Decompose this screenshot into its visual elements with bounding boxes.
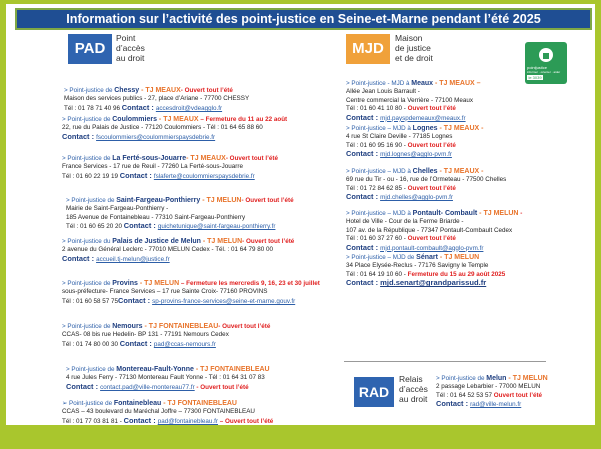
- entry-l2: [346, 176, 506, 184]
- entry-l3: [62, 417, 273, 425]
- rad-line1: Relais: [399, 374, 423, 384]
- email-link[interactable]: pad@ccas-nemours.fr: [153, 340, 216, 348]
- contact-label: Contact :: [66, 381, 101, 391]
- entry-tj: - TJ FONTAINEBLEAU: [142, 323, 219, 330]
- entry-status: – Ouvert tout l’été: [218, 417, 274, 425]
- entry-heading: [346, 125, 483, 133]
- entry-status: - Ouvert tout l’été: [241, 197, 294, 204]
- contact-label: Contact :: [62, 253, 97, 263]
- email-link[interactable]: fscoulommiers@coulommierspaysdebrie.fr: [96, 133, 216, 141]
- entry-name: Sénart: [416, 254, 438, 261]
- entry-prefix: > Point-justice de: [436, 375, 487, 382]
- entry-text: Tél : 01 77 03 81 81 -: [62, 417, 124, 425]
- pad-line3: au droit: [116, 53, 145, 63]
- entry-contact-line: [346, 279, 505, 288]
- entry-text: Mairie de Saint-Fargeau-Ponthierry -: [66, 205, 169, 213]
- pad-entry: [66, 197, 294, 232]
- entry-l3: [62, 340, 270, 349]
- mjd-line1: Maison: [395, 33, 423, 43]
- entry-prefix: > Point-justice – MJD à: [346, 125, 413, 132]
- entry-name: Chelles: [412, 168, 438, 175]
- entry-tj: - TJ MEAUX: [186, 155, 226, 162]
- entry-status: - Ouvert tout l’été: [180, 87, 233, 94]
- entry-l3: [346, 227, 522, 235]
- entry-contact-line: [66, 383, 270, 392]
- entry-text: Tél : 01 72 84 62 85 -: [346, 184, 408, 192]
- entry-status: – Fermeture du 11 au 22 août: [198, 116, 288, 123]
- entry-l3: [62, 297, 320, 306]
- contact-label: Contact :: [118, 295, 153, 305]
- entry-l3: [64, 104, 249, 113]
- entry-text: Tél : 01 60 22 19 19: [62, 172, 120, 180]
- entry-heading: [346, 254, 505, 262]
- entry-tj: - TJ FONTAINEBLEAU: [193, 366, 270, 373]
- entry-status: - Ouvert tout l’été: [242, 238, 295, 245]
- rad-logo-text: [399, 374, 428, 404]
- entry-l2: [62, 331, 270, 339]
- entry-l3: [66, 214, 294, 222]
- entry-name: Provins: [112, 280, 138, 287]
- entry-text: France Services - 17 rue de Reuil - 77260 La Ferté-sous-Jouarre: [62, 163, 243, 171]
- flyer-sheet: [6, 4, 595, 425]
- entry-status: Ouvert tout l’été: [407, 105, 456, 113]
- entry-heading: [62, 280, 320, 288]
- entry-heading: [62, 116, 287, 124]
- entry-contact-line: [346, 193, 506, 202]
- entry-tj: - TJ MELUN: [137, 280, 180, 287]
- entry-heading: [62, 238, 294, 246]
- entry-tj: - TJ FONTAINEBLEAU: [161, 400, 237, 407]
- mjd-logo: MJD: [346, 34, 390, 64]
- email-link[interactable]: mjd.pontault-combault@agglo-pvm.fr: [380, 244, 484, 252]
- entry-prefix: > Point-justice de: [64, 87, 115, 94]
- email-link[interactable]: contact.pad@ville-montereau77.fr: [100, 383, 195, 391]
- entry-l2: [346, 133, 483, 141]
- entry-l2: [346, 218, 522, 226]
- contact-label: Contact :: [121, 102, 156, 112]
- entry-prefix: > Point-justice - MJD à: [346, 80, 412, 87]
- pad-entry: [64, 87, 249, 113]
- divider: [344, 361, 546, 362]
- entry-tj: - TJ MEAUX –: [433, 80, 481, 87]
- entry-text: Tél : 01 60 37 27 60 -: [346, 235, 408, 243]
- entry-l2: [62, 246, 294, 254]
- entry-heading: [62, 323, 270, 331]
- entry-name: Melun: [486, 375, 507, 382]
- entry-prefix: > Point-justice de: [62, 116, 113, 123]
- contact-label: Contact :: [346, 192, 381, 202]
- entry-text: 4 rue St Claire Deville - 77185 Lognes: [346, 133, 453, 141]
- mjd-logo-text: [395, 33, 433, 63]
- entry-heading: [66, 366, 270, 374]
- entry-name: La Ferté-sous-Jouarre: [112, 155, 187, 162]
- entry-heading: [66, 197, 294, 205]
- entry-name: Montereau-Fault-Yonne: [116, 366, 194, 373]
- email-link[interactable]: mjd.chelles@agglo-pvm.fr: [380, 194, 453, 202]
- entry-name: Lognes: [412, 125, 438, 132]
- pad-logo: PAD: [68, 34, 112, 64]
- entry-text: Tél : 01 60 95 16 90 -: [346, 141, 408, 149]
- entry-text: Tél : 01 64 19 10 60 -: [346, 270, 408, 278]
- entry-text: sous-préfecture- France Services – 17 rue Sainte Croix- 77160 PROVINS: [62, 288, 268, 296]
- entry-tj: - TJ MELUN: [437, 254, 480, 261]
- entry-heading: [346, 210, 522, 218]
- entry-prefix: > Point-justice de: [66, 197, 117, 204]
- entry-l4: [66, 222, 294, 231]
- contact-label: Contact :: [62, 131, 97, 141]
- page-title: Information sur l’activité des point-justice en Seine-et-Marne pendant l’été 2025: [15, 8, 592, 30]
- entry-prefix: > Point-justice – MJD à: [346, 210, 413, 217]
- entry-text: 2 passage Lebarbier - 77000 MELUN: [436, 383, 541, 391]
- entry-heading: [64, 87, 249, 95]
- contact-label: Contact :: [123, 221, 158, 231]
- entry-prefix: > Point-justice du: [62, 238, 113, 245]
- pad-entry: [62, 323, 270, 349]
- mjd-entry: [346, 125, 483, 160]
- entry-l2: [436, 383, 548, 391]
- entry-text: Tél : 01 60 58 57 75: [62, 297, 119, 305]
- entry-name: Pontault- Combault: [412, 210, 478, 217]
- mjd-entry: [346, 254, 505, 289]
- pad-line2: d’accès: [116, 43, 145, 53]
- entry-text: 34 Place Elysée-Reclus - 77176 Savigny le Temple: [346, 262, 489, 270]
- entry-tj: - TJ MELUN: [477, 210, 519, 217]
- entry-contact-line: [436, 400, 548, 409]
- entry-text: Centre commercial la Verrière - 77100 Meaux: [346, 96, 474, 104]
- email-link[interactable]: rad@ville-melun.fr: [470, 401, 522, 409]
- entry-name: Fontainebleau: [113, 400, 162, 407]
- entry-name: Saint-Fargeau-Ponthierry: [116, 197, 201, 204]
- entry-prefix: > Point-justice de: [62, 280, 113, 287]
- entry-status: – Fermeture les mercredis 9, 16, 23 et 30 juillet: [179, 280, 320, 287]
- entry-text: 69 rue du Tir - ou - 16, rue de l’Ormeteau - 77500 Chelles: [346, 176, 507, 184]
- contact-label: Contact :: [346, 278, 381, 288]
- entry-tj: - TJ MEAUX -: [437, 168, 484, 175]
- entry-heading: [62, 155, 278, 163]
- rad-line3: au droit: [399, 394, 428, 404]
- entry-contact-line: [62, 255, 294, 264]
- email-link[interactable]: accueil.tj-melun@justice.fr: [96, 255, 170, 263]
- entry-l2: [62, 288, 320, 296]
- entry-text: Tél : 01 60 65 20 20: [66, 223, 124, 231]
- pad-entry: [62, 155, 278, 181]
- entry-prefix: > Point-justice de: [62, 155, 113, 162]
- email-link[interactable]: fslaferte@coulommierspaysdebrie.fr: [153, 172, 255, 180]
- entry-status: Fermeture du 15 au 29 août 2025: [407, 270, 506, 278]
- entry-status: - Ouvert tout l’été: [218, 323, 271, 330]
- entry-status: - Ouvert tout l’été: [194, 383, 249, 391]
- contact-label: Contact :: [119, 338, 154, 348]
- pad-logo-text: [116, 33, 145, 63]
- entry-status: Ouvert tout l’été: [407, 184, 456, 192]
- entry-l2: [66, 205, 294, 213]
- entry-contact-line: [62, 133, 287, 142]
- entry-text: 185 Avenue de Fontainebleau - 77310 Saint-Fargeau-Ponthierry: [66, 213, 246, 221]
- mjd-entry: [346, 80, 481, 123]
- entry-l2: [62, 408, 273, 416]
- entry-text: Tél : 01 78 71 40 96: [64, 104, 122, 112]
- entry-l2: [346, 262, 505, 270]
- entry-contact-line: [346, 150, 483, 159]
- mjd-entry: [346, 210, 522, 253]
- rad-logo: RAD: [354, 377, 394, 407]
- entry-l3: [346, 97, 481, 105]
- pad-line1: Point: [116, 33, 136, 43]
- entry-prefix: > Point-justice – MJD à: [346, 168, 413, 175]
- qr-line1: pointjustice: [527, 65, 548, 70]
- entry-tj: - TJ MELUN: [200, 197, 242, 204]
- email-link[interactable]: mjd.lognes@agglo-pvm.fr: [380, 151, 452, 159]
- entry-heading: [346, 80, 481, 88]
- entry-tj: - TJ MELUN: [200, 238, 243, 245]
- entry-status: -: [518, 210, 523, 217]
- email-link[interactable]: guichetunique@saint-fargeau-ponthierry.fr: [157, 223, 276, 231]
- entry-text: 2 avenue du Général Leclerc - 77010 MELUN Cedex - Tél. : 01 64 79 80 00: [62, 246, 273, 254]
- entry-name: Meaux: [411, 80, 434, 87]
- email-link[interactable]: pad@fontainebleau.fr: [157, 417, 219, 425]
- entry-name: Coulommiers: [112, 116, 157, 123]
- entry-name: Chessy: [114, 87, 140, 94]
- entry-l3: [62, 172, 278, 181]
- entry-tj: - TJ MEAUX -: [437, 125, 484, 132]
- contact-label: Contact :: [346, 149, 381, 159]
- entry-heading: [436, 375, 548, 383]
- email-link[interactable]: mjd.senart@grandparissud.fr: [380, 278, 487, 288]
- entry-status: Ouvert tout l’été: [407, 141, 456, 149]
- qr-line2: informer · orienter · aider: [527, 70, 561, 74]
- entry-prefix: ➢ Point-justice de: [62, 400, 114, 407]
- entry-name: Nemours: [112, 323, 143, 330]
- entry-text: 4 rue Jules Ferry - 77130 Montereau Fault Yonne - Tél : 01 64 31 07 83: [66, 374, 265, 382]
- entry-status: Ouvert tout l’été: [493, 391, 543, 399]
- entry-tj: - TJ MEAUX: [156, 116, 199, 123]
- entry-text: Hotel de Ville - Cour de la Ferme Briarde -: [346, 218, 464, 226]
- entry-text: Tél : 01 64 52 53 57: [436, 391, 494, 399]
- entry-heading: [346, 168, 506, 176]
- entry-status: Ouvert tout l’été: [407, 235, 456, 243]
- entry-prefix: > Point-justice de: [66, 366, 117, 373]
- qr-line3: le 3039: [528, 75, 542, 80]
- mjd-line2: de justice: [395, 43, 431, 53]
- entry-text: 22, rue du Palais de Justice - 77120 Coulommiers - Tél : 01 64 65 88 60: [62, 124, 263, 132]
- entry-text: Maison des services publics - 27, place d’Ariane - 77700 CHESSY: [64, 95, 250, 103]
- pad-entry: [62, 116, 287, 142]
- entry-l2: [64, 95, 249, 103]
- pad-entry: [66, 366, 270, 392]
- pad-entry: [62, 400, 273, 425]
- email-link[interactable]: sp-provins-france-services@seine-et-marne.gouv.fr: [152, 297, 296, 305]
- pointjustice-text: [527, 65, 560, 80]
- pad-entry: [62, 238, 294, 264]
- entry-prefix: > Point-justice de: [62, 323, 113, 330]
- rad-line2: d’accès: [399, 384, 428, 394]
- entry-status: - Ouvert tout l’été: [225, 155, 278, 162]
- entry-text: Tél : 01 60 41 10 80 -: [346, 105, 408, 113]
- entry-l2: [346, 88, 481, 96]
- contact-label: Contact :: [346, 112, 381, 122]
- entry-heading: [62, 400, 273, 408]
- entry-text: Tél : 01 74 80 00 30: [62, 340, 120, 348]
- entry-tj: - TJ MEAUX: [139, 87, 181, 94]
- entry-text: CCAS – 43 boulevard du Maréchal Joffre – 77300 FONTAINEBLEAU: [62, 408, 255, 416]
- pointjustice-logo: [525, 42, 567, 84]
- entry-text: CCAS- 08 bis rue Hedelin- BP 131 - 77191 Nemours Cedex: [62, 331, 229, 339]
- mjd-line3: et de droit: [395, 53, 433, 63]
- email-link[interactable]: accesdroit@vdeagglo.fr: [155, 104, 223, 112]
- entry-text: Allée Jean Louis Barrault -: [346, 88, 420, 96]
- contact-label: Contact :: [346, 242, 381, 252]
- entry-prefix: > Point-justice – MJD de: [346, 254, 417, 261]
- rad-entry: [436, 375, 548, 410]
- entry-text: 107 av. de la République - 77347 Pontault-Combault Cedex: [346, 226, 513, 234]
- entry-contact-line: [346, 114, 481, 123]
- pad-entry: [62, 280, 320, 306]
- entry-l2: [62, 163, 278, 171]
- entry-tj: - TJ MELUN: [506, 375, 548, 382]
- contact-label: Contact :: [123, 415, 158, 425]
- entry-name: Palais de Justice de Melun: [112, 238, 201, 245]
- email-link[interactable]: mjd.payspdemeaux@meaux.fr: [380, 114, 466, 122]
- entry-contact-line: [346, 244, 522, 253]
- contact-label: Contact :: [436, 399, 471, 409]
- contact-label: Contact :: [119, 170, 154, 180]
- mjd-entry: [346, 168, 506, 203]
